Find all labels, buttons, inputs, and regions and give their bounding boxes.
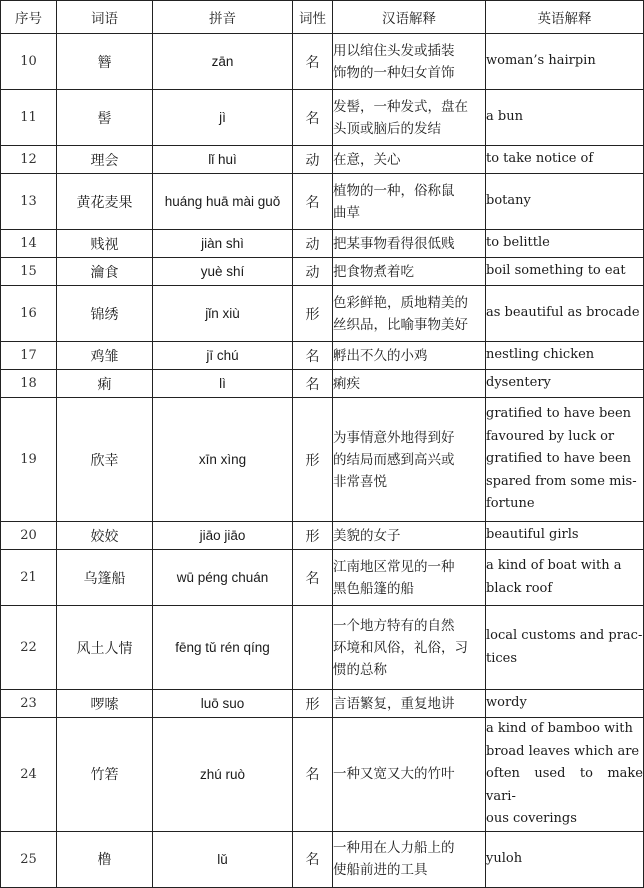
row-chinese-definition [333,258,486,286]
definition-line: 环境和风俗，礼俗，习 [333,639,468,656]
row-english-definition [486,286,644,342]
definition-line: 惯的总称 [333,661,387,678]
row-word: 乌篷船 [57,550,153,606]
row-chinese-definition [333,398,486,522]
row-english-definition [486,146,644,174]
row-english-definition [486,606,644,690]
row-english-definition [486,34,644,90]
row-index: 21 [1,550,57,606]
row-part-of-speech: 名 [293,342,333,370]
header-index: 序号 [1,1,57,34]
definition-line: broad leaves which are [486,743,640,759]
row-pinyin: jiāo jiāo [153,522,293,550]
definition-line: fortune [486,496,535,512]
table-row [1,718,644,832]
row-index: 23 [1,690,57,718]
row-pinyin: jǐn xiù [153,286,293,342]
row-part-of-speech: 动 [293,146,333,174]
definition-line: to take notice of [486,151,594,167]
definition-line: dysentery [486,375,551,391]
definition-line: local customs and prac- [486,628,643,643]
row-pinyin: wū péng chuán [153,550,293,606]
table-row [1,34,644,90]
row-index: 14 [1,230,57,258]
row-index: 18 [1,370,57,398]
row-word: 黄花麦果 [57,174,153,230]
row-chinese-definition [333,146,486,174]
table-row [1,522,644,550]
row-index: 20 [1,522,57,550]
row-part-of-speech: 形 [293,286,333,342]
row-pinyin: zān [153,34,293,90]
definition-line: 为事情意外地得到好 [333,429,455,446]
table-row [1,342,644,370]
definition-line: 言语繁复，重复地讲 [333,695,455,712]
row-index: 13 [1,174,57,230]
row-pinyin: jì [153,90,293,146]
header-english-definition: 英语解释 [486,1,644,34]
row-english-definition [486,90,644,146]
table-row [1,690,644,718]
row-chinese-definition [333,230,486,258]
row-part-of-speech: 名 [293,718,333,832]
definition-line: 在意，关心 [333,151,401,168]
row-index: 12 [1,146,57,174]
row-chinese-definition [333,522,486,550]
row-pinyin: jī chú [153,342,293,370]
definition-line: 江南地区常见的一种 [333,558,455,575]
row-word: 欣幸 [57,398,153,522]
header-row [1,1,644,34]
definition-line: 饰物的一种妇女首饰 [333,64,455,81]
table-row [1,230,644,258]
row-english-definition [486,370,644,398]
row-chinese-definition [333,831,486,887]
row-word: 瀹食 [57,258,153,286]
table-row [1,398,644,522]
row-pinyin: lǐ huì [153,146,293,174]
definition-line: 用以绾住头发或插装 [333,42,455,59]
table-row [1,258,644,286]
row-index: 19 [1,398,57,522]
definition-line: 把某事物看得很低贱 [333,235,455,252]
row-part-of-speech: 名 [293,90,333,146]
header-word: 词语 [57,1,153,34]
definition-line: 曲草 [333,204,360,221]
definition-line: 发髻，一种发式，盘在 [333,98,468,115]
table-row [1,174,644,230]
row-pinyin: luō suo [153,690,293,718]
row-english-definition [486,342,644,370]
row-index: 25 [1,831,57,887]
definition-line: to belittle [486,235,550,251]
definition-line: 使船前进的工具 [333,862,428,878]
definition-line: a kind of boat with a [486,558,622,573]
header-part-of-speech: 词性 [293,1,333,34]
row-english-definition [486,718,644,832]
definition-line: woman’s hairpin [486,53,596,69]
row-chinese-definition [333,606,486,690]
row-index: 22 [1,606,57,690]
row-chinese-definition [333,286,486,342]
row-index: 11 [1,90,57,146]
row-part-of-speech: 名 [293,370,333,398]
definition-line: ous coverings [486,811,577,826]
definition-line: 把食物煮着吃 [333,263,414,280]
definition-line: 植物的一种，俗称鼠 [333,182,455,199]
row-part-of-speech: 名 [293,174,333,230]
row-part-of-speech [293,606,333,690]
definition-line: gratified to have been [486,451,632,467]
definition-line: 黑色船篷的船 [333,580,414,597]
row-index: 24 [1,718,57,832]
definition-line: 一个地方特有的自然 [333,617,455,634]
row-word: 簪 [57,34,153,90]
row-word: 鸡雏 [57,342,153,370]
definition-line: 孵出不久的小鸡 [333,347,428,364]
table-row [1,90,644,146]
row-part-of-speech: 名 [293,34,333,90]
row-chinese-definition [333,718,486,832]
row-part-of-speech: 形 [293,398,333,522]
row-english-definition [486,522,644,550]
row-pinyin: zhú ruò [153,718,293,832]
row-pinyin: fēng tǔ rén qíng [153,606,293,690]
definition-line: tices [486,650,518,666]
row-word: 竹箬 [57,718,153,832]
row-part-of-speech: 形 [293,522,333,550]
definition-line: wordy [486,695,527,711]
row-pinyin: yuè shí [153,258,293,286]
row-pinyin: lì [153,370,293,398]
definition-line: as beautiful as brocade [486,305,640,321]
row-english-definition [486,831,644,887]
row-word: 锦绣 [57,286,153,342]
row-word: 贱视 [57,230,153,258]
table-body [1,34,644,888]
definition-line: a bun [486,109,523,125]
row-index: 16 [1,286,57,342]
row-pinyin: jiàn shì [153,230,293,258]
definition-line: nestling chicken [486,347,595,363]
definition-line: spared from some mis- [486,473,637,489]
definition-line: a kind of bamboo with [486,721,633,736]
row-english-definition [486,398,644,522]
row-chinese-definition [333,550,486,606]
row-word: 风土人情 [57,606,153,690]
row-chinese-definition [333,34,486,90]
table-row [1,146,644,174]
row-word: 橹 [57,831,153,887]
table-row [1,550,644,606]
row-pinyin: lǔ [153,831,293,887]
definition-line: 色彩鲜艳，质地精美的 [333,294,468,311]
row-word: 姣姣 [57,522,153,550]
definition-line: black roof [486,580,553,596]
row-chinese-definition [333,90,486,146]
definition-line: gratified to have been [486,406,632,422]
row-index: 10 [1,34,57,90]
definition-line: 一种用在人力船上的 [333,840,455,856]
row-english-definition [486,174,644,230]
row-chinese-definition [333,342,486,370]
row-pinyin: huáng huā mài guǒ [153,174,293,230]
definition-line: 的结局而感到高兴或 [333,451,455,468]
row-chinese-definition [333,174,486,230]
row-word: 髻 [57,90,153,146]
definition-line: 美貌的女子 [333,527,401,544]
definition-line: 一种又宽又大的竹叶 [333,766,455,783]
row-english-definition [486,258,644,286]
definition-line: 头顶或脑后的发结 [333,120,441,137]
definition-line: botany [486,193,531,209]
row-english-definition [486,690,644,718]
table-row [1,606,644,690]
header-chinese-definition: 汉语解释 [333,1,486,34]
row-chinese-definition [333,370,486,398]
row-index: 15 [1,258,57,286]
row-part-of-speech: 动 [293,230,333,258]
table-row [1,831,644,887]
row-part-of-speech: 名 [293,550,333,606]
definition-line: 丝织品，比喻事物美好 [333,316,468,333]
definition-line: beautiful girls [486,527,579,543]
definition-line: yuloh [486,850,523,866]
table-row [1,286,644,342]
definition-line: favoured by luck or [486,428,615,444]
definition-line: often used to make vari- [486,766,643,804]
definition-line: 痢疾 [333,375,360,392]
row-chinese-definition [333,690,486,718]
row-part-of-speech: 名 [293,831,333,887]
row-part-of-speech: 动 [293,258,333,286]
definition-line: boil something to eat [486,263,626,279]
row-part-of-speech: 形 [293,690,333,718]
row-english-definition [486,230,644,258]
header-pinyin: 拼音 [153,1,293,34]
row-english-definition [486,550,644,606]
row-word: 啰嗦 [57,690,153,718]
row-word: 痢 [57,370,153,398]
row-index: 17 [1,342,57,370]
definition-line: 非常喜悦 [333,473,387,490]
row-word: 理会 [57,146,153,174]
row-pinyin: xīn xìng [153,398,293,522]
table-row [1,370,644,398]
